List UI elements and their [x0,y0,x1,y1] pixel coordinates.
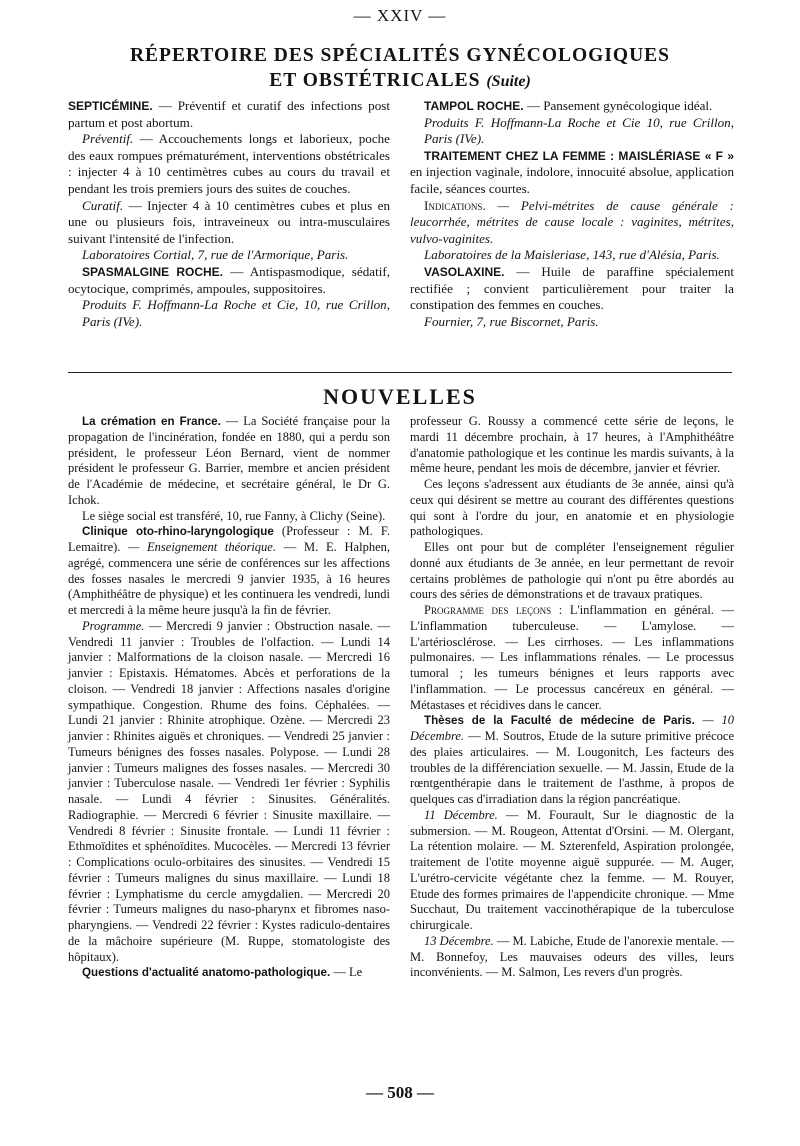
product-name-septicemine: SEPTICÉMINE. [68,99,153,113]
preventif-text: — Accouchements longs et laborieux, poche des eaux rompues prématurément, interventions obstétricales : injecter 4 à 10 centimètres cubes au cours du travail et pendant les trois premiers jours des suites de couches. [68,131,390,196]
vasolaxine-laboratory: Fournier, 7, rue Biscornet, Paris. [424,313,599,329]
news-programme-lecons [410,603,734,713]
maisleriase-indications [410,198,734,248]
section-divider [68,372,732,373]
product-name-maisleriase: TRAITEMENT CHEZ LA FEMME : MAISLÉRIASE « F » [424,148,734,163]
entry-vasolaxine [410,264,734,314]
news-clinique-text: — M. E. Halphen, agrégé, commencera une série de conférences sur les affections des fosses nasales le mercredi 9 janvier 1935, à 16 heures (Amphithéâtre de physique) et les continuera les vendredi, lundi et mercredi à la même heure jusqu'à la fin de février. [68,540,390,617]
curatif-label: Curatif. [82,197,124,213]
spasmalgine-description: — Antispasmodique, sédatif, ocytocique, comprimés, ampoules, suppositoires. [68,263,390,296]
news-theses-10-text: — M. Soutros, Etude de la suture primitive précoce des plaies articulaires. — M. Lougonitch, Les facteurs des troubles de la différenciation sexuelle. — M. Jassin, Etude de la rœntgenthérapie dans le traitement de l'asthme, à propos de quelques cas d'irradiation dans la région pancréatique. [410,729,734,806]
maisleriase-description: en injection vaginale, indolore, innocuité absolue, application facile, séances courtes. [410,164,734,196]
nouvelles-left-column [68,414,390,981]
septicemine-description: — Préventif et curatif des infections post partum et post abortum. [68,98,391,130]
news-theses-11-text: — M. Fourault, Sur le diagnostic de la submersion. — M. Rougeon, Attentat d'Orsini. — M. Olergant, La rétention molaire. — M. Szterenfeld, Aspiration prolongée, traitement de l'otite moyenne aiguë suppurée. — M. Auger, L'urétro-cervicite végétante chez la femme. — M. Rouyer, Etude des formes primaires de l'appendicite chronique. — Mme Succhaut, Du traitement vaccinothérapique de la tuberculose chirurgicale. [410,807,735,932]
news-theses-13-date: 13 Décembre. [424,933,494,948]
septicemine-curatif [68,198,390,248]
news-theses-13-text: — M. Labiche, Etude de l'anorexie mentale. — M. Bonnefoy, Les mauvaises odeurs des villes, leurs inconvénients. — M. Salmon, Les revers d'un progrès. [410,933,735,980]
news-cremation-text: — La Société française pour la propagation de l'incinération, fondée en 1880, qui a perdu son président, le professeur Léon Bernard, vient de nommer président le professeur G. Barrier, membre et ancien président de l'Académie de médecine, et secrétaire général, le Dr G. Ichok. [68,414,391,507]
entry-tampol [410,98,734,115]
entry-septicemine [68,98,390,131]
tampol-description: — Pansement gynécologique idéal. [526,98,713,113]
news-theses-11 [410,808,734,934]
news-questions-text: — Le [333,965,363,980]
vasolaxine-description: — Huile de paraffine spécialement rectifiée ; convient particulièrement pour traiter la constipation des femmes en couches. [410,263,734,313]
product-name-spasmalgine: SPASMALGINE ROCHE. [82,264,224,279]
news-roussy: professeur G. Roussy a commencé cette série de leçons, le mardi 11 décembre prochain, à 17 heures, à l'Amphithéâtre d'anatomie pathologique et les continue les mardis suivants, à la même heure, pendant les mois de décembre, janvier et février. [410,414,734,476]
indications-label: Indications. [424,197,486,213]
news-cremation [68,414,390,509]
nouvelles-right-column [410,414,734,981]
news-clinique-professor: (Professeur : M. F. Lemaitre). [68,524,390,554]
repertoire-title-line2 [40,69,760,93]
news-programme [68,619,390,966]
curatif-text: — Injecter 4 à 10 centimètres cubes et plus en une ou plusieurs fois, intraveineux ou intra-musculaires suivant l'intensité de l'infection. [68,197,391,246]
news-theses-11-date: 11 Décembre. [424,807,498,822]
news-theses [410,713,734,808]
repertoire-title-text: ET OBSTÉTRICALES [269,70,481,91]
news-questions-heading: Questions d'actualité anatomo-pathologique. [82,966,331,980]
page-number: — 508 — [366,1083,434,1102]
news-programme-label: Programme. [82,618,145,633]
news-questions [68,965,390,981]
news-programme-lecons-text: L'inflammation en général. — L'inflammation tuberculeuse. — L'amylose. — L'artériosclérose. — Les cirrhoses. — Les inflammations pulmonaires. — Les inflammations rénales. — Le processus tumoral ; les tumeurs bénignes et leurs rapports avec l'inflammation. — Le processus cancéreux en général. — Métastases et récidives dans le cancer. [410,603,735,712]
news-theses-date: — 10 Décembre. [410,713,734,743]
repertoire-title-line1: RÉPERTOIRE DES SPÉCIALITÉS GYNÉCOLOGIQUES [129,45,671,66]
news-siege: Le siège social est transféré, 10, rue Fanny, à Clichy (Seine). [82,508,386,523]
news-clinique-enseignement: — Enseignement théorique. [128,540,276,554]
spasmalgine-laboratory: Produits F. Hoffmann-La Roche et Cie, 10, rue Crillon, Paris (IVe). [82,297,390,329]
news-clinique-heading: Clinique oto-rhino-laryngologique [82,525,274,539]
news-theses-13 [410,934,734,981]
news-theses-heading: Thèses de la Faculté de médecine de Paris. [424,714,695,728]
news-programme-text: — Mercredi 9 janvier : Obstruction nasale. — Vendredi 11 janvier : Troubles de l'olfaction. — Lundi 14 janvier : Malformations de la cloison nasale. — Mercredi 16 janvier : Epistaxis. Hématomes. Abcès et perforations de la cloison. — Vendredi 18 janvier : Affections nasales d'origine sympathique. Congestion. Rhume des foins. Céphalées. — Lundi 21 janvier : Rhinite atrophique. Ozène. — Mercredi 23 janvier : Rhinites aiguës et chroniques. — Vendredi 25 janvier : Tumeurs bénignes des fosses nasales. Polypose. — Lundi 28 janvier : Tumeurs malignes des fosses nasales. — Mercredi 30 janvier : Tuberculose nasale. — Vendredi 1er février : Syphilis nasale. — Lundi 4 février : Sinusites. Généralités. Radiographie. — Mercredi 6 février : Sinusite maxillaire. — Vendredi 8 février : Sinusite frontale. — Lundi 11 février : Ethmoïdites et sphénoïdites. Mucocèles. — Mercredi 13 février : Complications oculo-orbitaires des sinusites. — Vendredi 15 février : Tumeurs malignes du sinus maxillaire. — Lundi 18 février : Lymphatisme du cercle amygdalien. — Mercredi 20 février : Tumeurs malignes du naso-pharynx et fibromes naso-pharyngiens. — Vendredi 22 février : Kystes radiculo-dentaires de la mâchoire supérieure (M. Ruppe, stomatologiste des hôpitaux). [68,618,390,964]
product-name-vasolaxine: VASOLAXINE. [424,264,505,279]
repertoire-right-column [410,98,734,330]
news-programme-lecons-label: Programme des leçons : [424,603,563,617]
news-but: Elles ont pour but de compléter l'enseignement régulier donné aux étudiants de 3e année, en leur permettant de revoir certains problèmes de pathologie qui n'ont pu être abordés au cours des séries de démonstrations et de travaux pratiques. [410,540,734,602]
news-clinique [68,524,390,619]
entry-spasmalgine [68,264,390,297]
news-cremation-heading: La crémation en France. [82,415,221,428]
repertoire-title-suite: (Suite) [486,73,531,90]
preventif-label: Préventif. [82,131,134,147]
indications-text: — Pelvi-métrites de cause générale : leucorrhée, métrites de cause locale : vaginites, métrites, vulvo-vaginites. [410,197,734,246]
septicemine-laboratory: Laboratoires Cortial, 7, rue de l'Armorique, Paris. [82,247,349,263]
product-name-tampol: TAMPOL ROCHE. [424,99,524,113]
repertoire-left-column [68,98,390,330]
entry-maisleriase [410,148,734,198]
maisleriase-laboratory: Laboratoires de la Maisleriase, 143, rue d'Alésia, Paris. [424,247,720,263]
tampol-laboratory: Produits F. Hoffmann-La Roche et Cie 10, rue Crillon, Paris (IVe). [424,114,734,147]
nouvelles-title: NOUVELLES [323,384,477,409]
page-header-roman-number: — XXIV — [353,6,447,25]
news-lecons: Ces leçons s'adressent aux étudiants de 3e année, ainsi qu'à ceux qui désirent se mettre au courant des différentes questions qui sont à l'ordre du jour, en anatomie et en physiologie pathologiques. [410,477,734,539]
septicemine-preventif [68,131,390,197]
